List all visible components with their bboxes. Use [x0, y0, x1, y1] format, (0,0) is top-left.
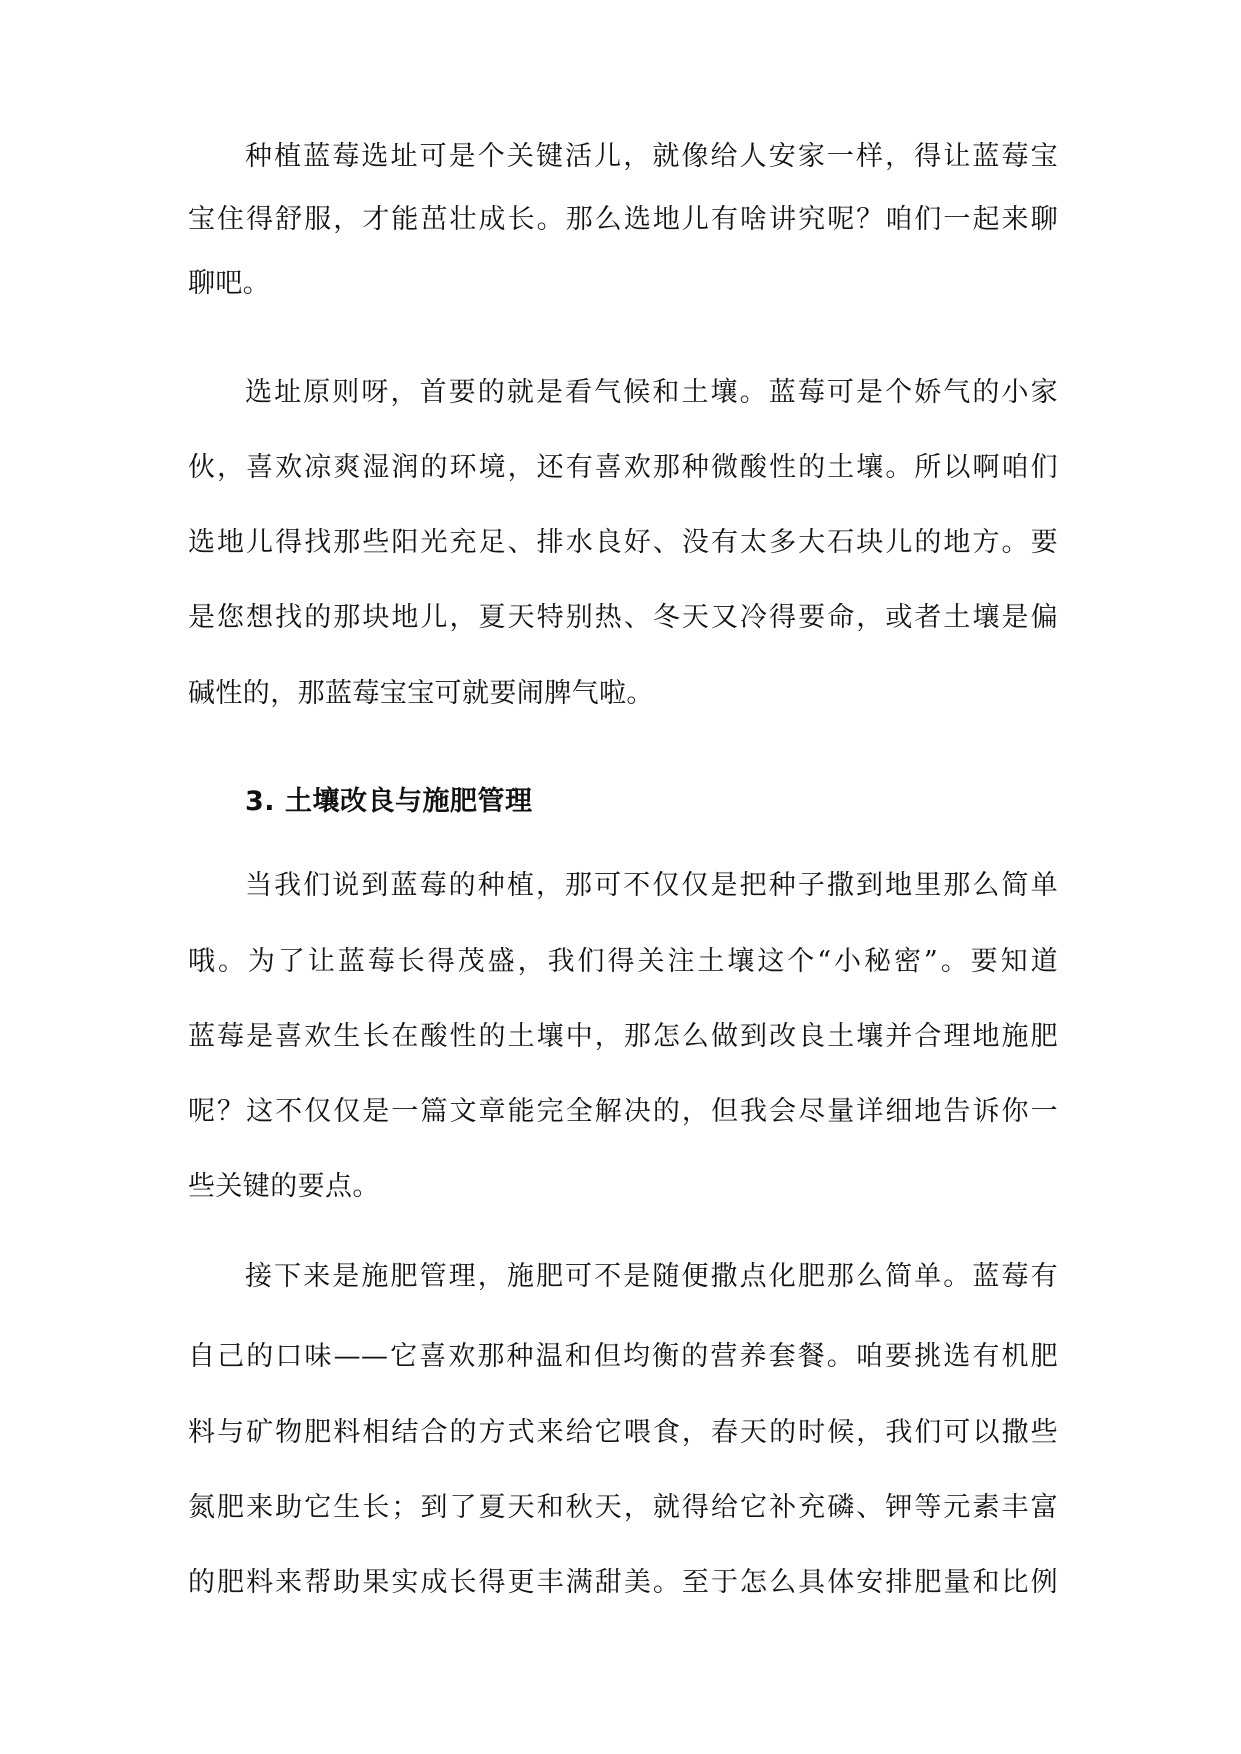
paragraph-2-line-5: 碱性的，那蓝莓宝宝可就要闹脾气啦。: [188, 678, 654, 709]
paragraph-3-line-4: 呢？这不仅仅是一篇文章能完全解决的，但我会尽量详细地告诉你一: [188, 1096, 1058, 1127]
paragraph-4-line-1: 接下来是施肥管理，施肥可不是随便撒点化肥那么简单。蓝莓有: [245, 1261, 1058, 1292]
paragraph-1-line-1: 种植蓝莓选址可是个关键活儿，就像给人安家一样，得让蓝莓宝: [245, 141, 1058, 172]
paragraph-3-line-1: 当我们说到蓝莓的种植，那可不仅仅是把种子撒到地里那么简单: [245, 870, 1058, 901]
paragraph-3-line-2: 哦。为了让蓝莓长得茂盛，我们得关注土壤这个“小秘密”。要知道: [188, 946, 1058, 977]
paragraph-2-line-2: 伙，喜欢凉爽湿润的环境，还有喜欢那种微酸性的土壤。所以啊咱们: [188, 452, 1058, 483]
section-heading: 3. 土壤改良与施肥管理: [245, 786, 533, 817]
paragraph-1-line-2: 宝住得舒服，才能茁壮成长。那么选地儿有啥讲究呢？咱们一起来聊: [188, 204, 1058, 235]
paragraph-4-line-4: 氮肥来助它生长；到了夏天和秋天，就得给它补充磷、钾等元素丰富: [188, 1492, 1058, 1523]
paragraph-2-line-3: 选地儿得找那些阳光充足、排水良好、没有太多大石块儿的地方。要: [188, 527, 1058, 558]
paragraph-4-line-3: 料与矿物肥料相结合的方式来给它喂食，春天的时候，我们可以撒些: [188, 1417, 1058, 1448]
paragraph-3-line-5: 些关键的要点。: [188, 1171, 380, 1202]
paragraph-1-line-3: 聊吧。: [188, 268, 271, 299]
paragraph-4-line-5: 的肥料来帮助果实成长得更丰满甜美。至于怎么具体安排肥量和比例: [188, 1567, 1058, 1598]
paragraph-2-line-4: 是您想找的那块地儿，夏天特别热、冬天又冷得要命，或者土壤是偏: [188, 602, 1058, 633]
paragraph-4-line-2: 自己的口味——它喜欢那种温和但均衡的营养套餐。咱要挑选有机肥: [188, 1341, 1058, 1372]
paragraph-2-line-1: 选址原则呀，首要的就是看气候和土壤。蓝莓可是个娇气的小家: [245, 377, 1058, 408]
paragraph-3-line-3: 蓝莓是喜欢生长在酸性的土壤中，那怎么做到改良土壤并合理地施肥: [188, 1021, 1058, 1052]
